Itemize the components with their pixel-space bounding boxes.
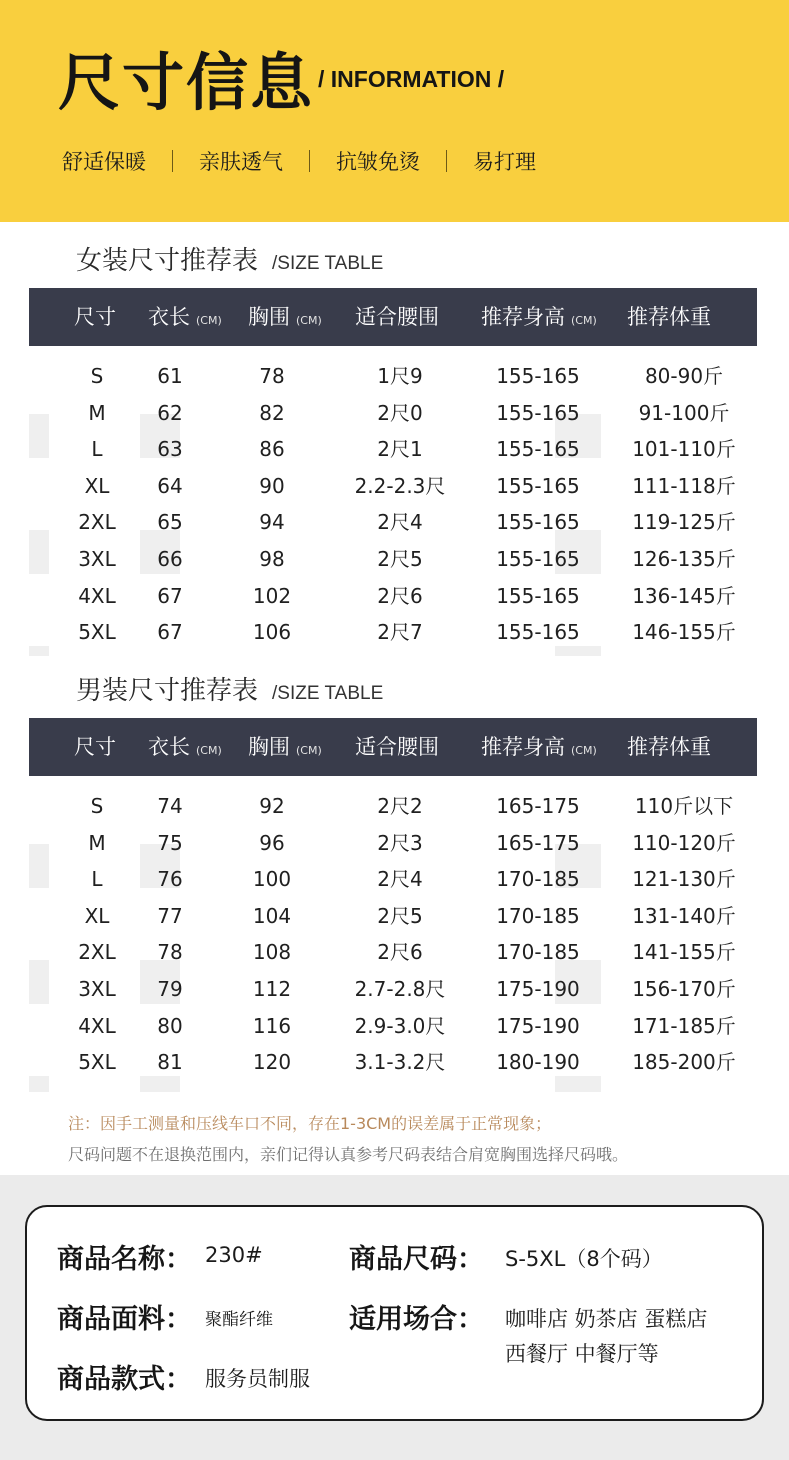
weight-cell: 101-110斤	[632, 437, 736, 462]
length-cell: 76	[157, 867, 183, 892]
feature-item: 亲肤透气	[199, 150, 283, 174]
length-cell: 78	[157, 940, 183, 965]
product-material-value: 聚酯纤维	[205, 1310, 273, 1330]
size-cell: S	[90, 794, 104, 818]
men-section-title	[76, 670, 383, 707]
chest-cell: 116	[252, 1013, 292, 1038]
waist-cell: 2尺4	[377, 867, 423, 892]
weight-cell: 126-135斤	[632, 546, 736, 571]
height-cell: 170-185	[496, 940, 580, 965]
col-length-header	[148, 718, 222, 776]
waist-cell: 2.2-2.3尺	[354, 473, 446, 498]
height-cell: 155-165	[496, 546, 580, 571]
feature-divider	[446, 150, 447, 172]
length-cell: 66	[157, 546, 183, 571]
table-row	[29, 1008, 757, 1045]
waist-cell: 2尺5	[377, 903, 423, 928]
col-height-header	[481, 288, 597, 346]
table-row	[29, 788, 757, 825]
height-cell: 155-165	[496, 437, 580, 462]
weight-cell: 111-118斤	[632, 473, 736, 498]
col-waist-header: 适合腰围	[355, 735, 439, 759]
women-section-title	[76, 240, 383, 277]
col-size-header: 尺寸	[74, 305, 116, 329]
size-cell: 3XL	[78, 976, 116, 1001]
product-material-label: 商品面料：	[57, 1304, 192, 1335]
length-cell: 79	[157, 976, 183, 1001]
waist-cell: 2尺6	[377, 940, 423, 965]
feature-item: 舒适保暖	[62, 150, 146, 174]
chest-cell: 106	[252, 620, 292, 645]
men-title-en: /SIZE TABLE	[272, 683, 384, 704]
product-occasion-line2: 西餐厅 中餐厅等	[505, 1342, 659, 1366]
length-cell: 80	[157, 1013, 183, 1038]
height-cell: 155-165	[496, 583, 580, 608]
weight-cell: 80-90斤	[644, 364, 724, 388]
col-weight-header: 推荐体重	[627, 305, 711, 329]
length-cell: 62	[157, 400, 183, 425]
height-cell: 155-165	[496, 620, 580, 645]
col-height-label: 推荐身高	[481, 305, 565, 329]
feature-list	[62, 146, 536, 176]
chest-cell: 104	[252, 903, 292, 928]
product-name-value: 230#	[205, 1243, 263, 1267]
product-size-value: S-5XL（8个码）	[505, 1247, 663, 1271]
women-table-body	[29, 358, 757, 651]
product-occasion-line1: 咖啡店 奶茶店 蛋糕店	[505, 1307, 708, 1331]
table-row	[29, 578, 757, 615]
length-cell: 75	[157, 830, 183, 855]
length-cell: 74	[157, 794, 183, 818]
men-title-cn: 男装尺寸推荐表	[76, 676, 259, 706]
feature-divider	[309, 150, 310, 172]
men-table-header	[29, 718, 757, 776]
note-measurement-error: 注：因手工测量和压线车口不同，存在1-3CM的误差属于正常现象；	[68, 1114, 552, 1133]
size-cell: XL	[84, 473, 110, 498]
weight-cell: 136-145斤	[632, 583, 736, 608]
waist-cell: 2尺4	[377, 510, 423, 535]
women-table-header	[29, 288, 757, 346]
weight-cell: 185-200斤	[632, 1050, 736, 1075]
waist-cell: 2.9-3.0尺	[354, 1013, 446, 1038]
chest-cell: 100	[252, 867, 292, 892]
height-cell: 155-165	[496, 510, 580, 535]
product-occasion-label: 适用场合：	[349, 1304, 484, 1335]
length-cell: 77	[157, 903, 183, 928]
product-style-value: 服务员制服	[205, 1367, 310, 1391]
length-cell: 67	[157, 583, 183, 608]
waist-cell: 2.7-2.8尺	[354, 976, 446, 1001]
chest-cell: 120	[252, 1050, 292, 1075]
weight-cell: 91-100斤	[638, 400, 730, 425]
size-cell: 2XL	[78, 510, 116, 535]
col-length-label: 衣长	[148, 305, 190, 329]
table-row	[29, 468, 757, 505]
table-row	[29, 861, 757, 898]
waist-cell: 2尺6	[377, 583, 423, 608]
height-cell: 170-185	[496, 903, 580, 928]
size-cell: L	[91, 867, 103, 892]
col-chest-header	[248, 288, 322, 346]
weight-cell: 110-120斤	[632, 830, 736, 855]
col-length-unit: (CM)	[196, 314, 222, 327]
feature-item: 抗皱免烫	[336, 150, 420, 174]
size-cell: 4XL	[78, 1013, 116, 1038]
table-row	[29, 504, 757, 541]
col-length-unit: (CM)	[196, 744, 222, 757]
product-info-box	[25, 1205, 764, 1421]
chest-cell: 86	[259, 437, 285, 462]
size-cell: S	[90, 364, 104, 388]
height-cell: 155-165	[496, 400, 580, 425]
weight-cell: 131-140斤	[632, 903, 736, 928]
men-table-body	[29, 788, 757, 1081]
chest-cell: 78	[259, 364, 285, 388]
col-chest-label: 胸围	[248, 735, 290, 759]
size-cell: XL	[84, 903, 110, 928]
length-cell: 67	[157, 620, 183, 645]
length-cell: 63	[157, 437, 183, 462]
chest-cell: 90	[259, 473, 285, 498]
height-cell: 165-175	[496, 794, 580, 818]
weight-cell: 146-155斤	[632, 620, 736, 645]
col-height-unit: (CM)	[571, 744, 597, 757]
size-cell: M	[88, 830, 106, 855]
feature-divider	[172, 150, 173, 172]
chest-cell: 112	[252, 976, 292, 1001]
size-cell: 4XL	[78, 583, 116, 608]
length-cell: 81	[157, 1050, 183, 1075]
size-cell: 3XL	[78, 546, 116, 571]
col-chest-header	[248, 718, 322, 776]
height-cell: 155-165	[496, 364, 580, 388]
table-row	[29, 898, 757, 935]
table-row	[29, 431, 757, 468]
height-cell: 165-175	[496, 830, 580, 855]
table-row	[29, 1044, 757, 1081]
col-weight-header: 推荐体重	[627, 735, 711, 759]
page-title: 尺寸信息	[58, 46, 315, 119]
waist-cell: 2尺3	[377, 830, 423, 855]
size-cell: L	[91, 437, 103, 462]
col-waist-header: 适合腰围	[355, 305, 439, 329]
chest-cell: 96	[259, 830, 285, 855]
height-cell: 155-165	[496, 473, 580, 498]
col-size-header: 尺寸	[74, 735, 116, 759]
table-row	[29, 971, 757, 1008]
col-chest-unit: (CM)	[296, 744, 322, 757]
length-cell: 65	[157, 510, 183, 535]
waist-cell: 2尺0	[377, 400, 423, 425]
chest-cell: 94	[259, 510, 285, 535]
chest-cell: 92	[259, 794, 285, 818]
women-title-en: /SIZE TABLE	[272, 253, 384, 274]
col-chest-unit: (CM)	[296, 314, 322, 327]
weight-cell: 119-125斤	[632, 510, 736, 535]
length-cell: 64	[157, 473, 183, 498]
col-length-header	[148, 288, 222, 346]
col-length-label: 衣长	[148, 735, 190, 759]
table-row	[29, 614, 757, 651]
hero-banner	[0, 0, 789, 222]
product-name-label: 商品名称：	[57, 1244, 192, 1275]
page-subtitle: / INFORMATION /	[318, 66, 505, 92]
table-row	[29, 358, 757, 395]
waist-cell: 2尺7	[377, 620, 423, 645]
size-notes	[68, 1108, 628, 1170]
waist-cell: 2尺2	[377, 794, 423, 818]
length-cell: 61	[157, 364, 183, 388]
waist-cell: 3.1-3.2尺	[354, 1050, 446, 1075]
weight-cell: 156-170斤	[632, 976, 736, 1001]
col-height-header	[481, 718, 597, 776]
chest-cell: 82	[259, 400, 285, 425]
weight-cell: 110斤以下	[634, 794, 734, 818]
size-cell: 2XL	[78, 940, 116, 965]
waist-cell: 2尺1	[377, 437, 423, 462]
waist-cell: 1尺9	[377, 364, 423, 388]
table-row	[29, 934, 757, 971]
size-cell: 5XL	[78, 620, 116, 645]
chest-cell: 102	[252, 583, 292, 608]
height-cell: 170-185	[496, 867, 580, 892]
product-style-label: 商品款式：	[57, 1364, 192, 1395]
women-title-cn: 女装尺寸推荐表	[76, 246, 259, 276]
col-height-unit: (CM)	[571, 314, 597, 327]
chest-cell: 98	[259, 546, 285, 571]
product-size-label: 商品尺码：	[349, 1244, 484, 1275]
size-cell: 5XL	[78, 1050, 116, 1075]
weight-cell: 171-185斤	[632, 1013, 736, 1038]
weight-cell: 141-155斤	[632, 940, 736, 965]
table-row	[29, 541, 757, 578]
height-cell: 175-190	[496, 976, 580, 1001]
table-row	[29, 825, 757, 862]
col-chest-label: 胸围	[248, 305, 290, 329]
size-cell: M	[88, 400, 106, 425]
col-height-label: 推荐身高	[481, 735, 565, 759]
height-cell: 175-190	[496, 1013, 580, 1038]
chest-cell: 108	[252, 940, 292, 965]
waist-cell: 2尺5	[377, 546, 423, 571]
weight-cell: 121-130斤	[632, 867, 736, 892]
height-cell: 180-190	[496, 1050, 580, 1075]
feature-item: 易打理	[473, 150, 536, 174]
table-row	[29, 395, 757, 432]
note-return-policy: 尺码问题不在退换范围内，亲们记得认真参考尺码表结合肩宽胸围选择尺码哦。	[68, 1145, 629, 1164]
